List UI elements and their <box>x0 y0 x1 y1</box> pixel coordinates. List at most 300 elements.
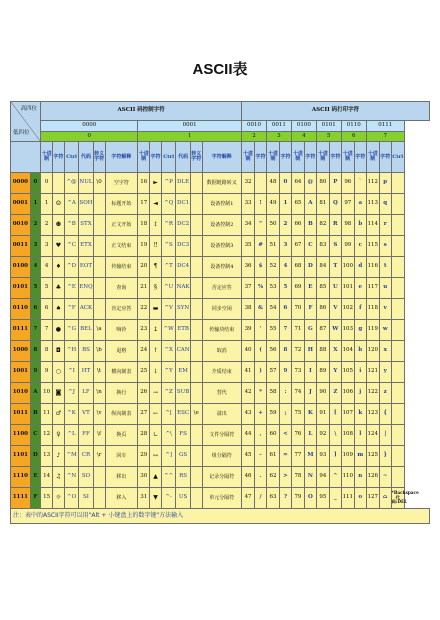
char-cell: ) <box>255 362 267 383</box>
high-dec-cell: 6 <box>341 132 366 142</box>
ctrl-cell <box>391 173 404 194</box>
column-header: 十进制 <box>366 142 379 173</box>
decimal-cell: 115 <box>366 236 379 257</box>
ctrl-cell: ^\ <box>161 425 175 446</box>
column-header: 十进制 <box>138 142 150 173</box>
low-hex-cell: E <box>30 467 41 488</box>
symbol-cell: ‼ <box>150 236 162 257</box>
decimal-cell: 15 <box>41 488 53 509</box>
decimal-cell: 127 <box>366 488 379 509</box>
ctrl-cell: ^U <box>161 278 175 299</box>
char-cell: o <box>354 488 366 509</box>
char-cell: + <box>255 404 267 425</box>
description-cell: 否定应答 <box>202 278 241 299</box>
decimal-cell: 37 <box>242 278 255 299</box>
high-bits-label: 高四位 <box>20 106 38 112</box>
decimal-cell: 25 <box>138 362 150 383</box>
escape-cell <box>190 194 202 215</box>
ctrl-cell: ^S <box>161 236 175 257</box>
description-cell: 替代 <box>202 383 241 404</box>
description-cell: 换行 <box>105 383 138 404</box>
char-cell: b <box>354 215 366 236</box>
decimal-cell: 8 <box>41 341 53 362</box>
char-cell: ⌂ <box>379 488 391 509</box>
char-cell: 6 <box>280 299 292 320</box>
escape-cell: \v <box>93 404 105 425</box>
symbol-cell: § <box>150 278 162 299</box>
ctrl-cell: ^V <box>161 299 175 320</box>
decimal-cell: 55 <box>266 320 279 341</box>
ctrl-cell <box>391 383 404 404</box>
low-hex-cell: A <box>30 383 41 404</box>
description-cell: 正文结束 <box>105 236 138 257</box>
decimal-cell: 26 <box>138 383 150 404</box>
description-cell: 介质结束 <box>202 362 241 383</box>
decimal-cell: 38 <box>242 299 255 320</box>
ctrl-cell: ^X <box>161 341 175 362</box>
decimal-cell: 49 <box>266 194 279 215</box>
char-cell: s <box>379 236 391 257</box>
column-header: 转义字符 <box>93 142 105 173</box>
description-cell: 纵向制表 <box>105 404 138 425</box>
description-cell: 记录分隔符 <box>202 467 241 488</box>
escape-cell <box>190 383 202 404</box>
decimal-cell: 19 <box>138 236 150 257</box>
char-cell: 0 <box>280 173 292 194</box>
low-hex-cell: 3 <box>30 236 41 257</box>
code-cell: CAN <box>176 341 190 362</box>
ctrl-cell: ^M <box>64 446 78 467</box>
decimal-cell: 108 <box>341 425 354 446</box>
low-hex-cell: 7 <box>30 320 41 341</box>
column-header: 十进制 <box>242 142 255 173</box>
escape-cell <box>190 320 202 341</box>
symbol-cell: ♦ <box>53 257 65 278</box>
decimal-cell: 11 <box>41 404 53 425</box>
ctrl-cell: ^@ <box>64 173 78 194</box>
decimal-cell: 110 <box>341 467 354 488</box>
high-bits-cell: 0101 <box>316 121 341 132</box>
decimal-cell: 20 <box>138 257 150 278</box>
ctrl-cell <box>391 320 404 341</box>
decimal-cell: 48 <box>266 173 279 194</box>
char-cell: X <box>329 341 341 362</box>
char-cell: H <box>305 341 317 362</box>
decimal-cell: 31 <box>138 488 150 509</box>
ctrl-cell <box>391 236 404 257</box>
print-group-header: ASCII 码打印字符 <box>242 102 430 121</box>
ctrl-cell <box>391 467 404 488</box>
char-cell: @ <box>305 173 317 194</box>
char-cell: 7 <box>280 320 292 341</box>
decimal-cell: 52 <box>266 257 279 278</box>
char-cell: G <box>305 320 317 341</box>
char-cell: v <box>379 299 391 320</box>
low-bits-cell: 0101 <box>11 278 31 299</box>
code-cell: SO <box>79 467 93 488</box>
code-cell: EOT <box>79 257 93 278</box>
low-bits-cell: 1110 <box>11 467 31 488</box>
char-cell: { <box>379 404 391 425</box>
column-header: 转义字符 <box>190 142 202 173</box>
char-cell: w <box>379 320 391 341</box>
low-hex-cell: 2 <box>30 215 41 236</box>
column-header: 代码 <box>79 142 93 173</box>
high-bits-cell: 0100 <box>291 121 316 132</box>
char-cell: P <box>329 173 341 194</box>
decimal-cell: 63 <box>266 488 279 509</box>
low-hex-cell: 0 <box>30 173 41 194</box>
low-bits-cell: 0110 <box>11 299 31 320</box>
ctrl-cell <box>391 215 404 236</box>
ctrl-cell: ^T <box>161 257 175 278</box>
description-cell: 设备控制2 <box>202 215 241 236</box>
decimal-cell: 51 <box>266 236 279 257</box>
low-hex-cell: C <box>30 425 41 446</box>
low-bits-cell: 0010 <box>11 215 31 236</box>
escape-cell: \a <box>93 320 105 341</box>
symbol-cell: ♂ <box>53 404 65 425</box>
decimal-cell: 45 <box>242 446 255 467</box>
high-dec-cell: 7 <box>366 132 404 142</box>
char-cell: _ <box>329 488 341 509</box>
code-cell: BS <box>79 341 93 362</box>
symbol-cell: ▲ <box>150 467 162 488</box>
char-cell: d <box>354 257 366 278</box>
description-cell: 单元分隔符 <box>202 488 241 509</box>
decimal-cell: 2 <box>41 215 53 236</box>
char-cell: y <box>379 362 391 383</box>
code-cell: DC4 <box>176 257 190 278</box>
ctrl-cell: ^J <box>64 383 78 404</box>
char-cell: ; <box>280 404 292 425</box>
column-header: 字符 <box>280 142 292 173</box>
char-cell: % <box>255 278 267 299</box>
char-cell: p <box>379 173 391 194</box>
column-header: 字符 <box>379 142 391 173</box>
code-cell: DC1 <box>176 194 190 215</box>
ctrl-cell: ^F <box>64 299 78 320</box>
char-cell: r <box>379 215 391 236</box>
description-cell: 移入 <box>105 488 138 509</box>
decimal-cell: 54 <box>266 299 279 320</box>
escape-cell: \n <box>93 383 105 404</box>
escape-cell <box>190 278 202 299</box>
char-cell: \ <box>329 425 341 446</box>
description-cell: 溢出 <box>202 404 241 425</box>
decimal-cell: 65 <box>291 194 304 215</box>
ctrl-cell <box>391 362 404 383</box>
char-cell: e <box>354 278 366 299</box>
decimal-cell: 75 <box>291 404 304 425</box>
high-dec-cell: 1 <box>138 132 242 142</box>
column-header: 字符解释 <box>202 142 241 173</box>
char-cell: W <box>329 320 341 341</box>
char-cell: ] <box>329 446 341 467</box>
decimal-cell: 121 <box>366 362 379 383</box>
column-header: Ctrl <box>391 142 404 173</box>
description-cell: 传输块结束 <box>202 320 241 341</box>
char-cell: # <box>255 236 267 257</box>
symbol-cell: ← <box>150 404 162 425</box>
high-dec-cell: 2 <box>242 132 267 142</box>
code-cell: NAK <box>176 278 190 299</box>
decimal-cell: 120 <box>366 341 379 362</box>
decimal-cell: 91 <box>316 404 329 425</box>
symbol-cell: ☺ <box>53 194 65 215</box>
low-hex-cell: 1 <box>30 194 41 215</box>
decimal-cell: 76 <box>291 425 304 446</box>
char-cell: D <box>305 257 317 278</box>
high-bits-cell: 0001 <box>138 121 242 132</box>
code-cell: SI <box>79 488 93 509</box>
escape-cell: \e <box>190 404 202 425</box>
decimal-cell: 64 <box>291 173 304 194</box>
description-cell: 设备控制3 <box>202 236 241 257</box>
decimal-cell: 86 <box>316 299 329 320</box>
high-bits-cell: 0110 <box>341 121 366 132</box>
decimal-cell: 27 <box>138 404 150 425</box>
decimal-cell: 107 <box>341 404 354 425</box>
decimal-cell: 47 <box>242 488 255 509</box>
decimal-cell: 80 <box>316 173 329 194</box>
column-header: 十进制 <box>291 142 304 173</box>
char-cell: = <box>280 446 292 467</box>
low-bits-cell: 0001 <box>11 194 31 215</box>
char-cell: | <box>379 425 391 446</box>
escape-cell <box>190 446 202 467</box>
escape-cell: \f <box>93 425 105 446</box>
decimal-cell: 73 <box>291 362 304 383</box>
symbol-cell: ◙ <box>53 383 65 404</box>
char-cell: ^ <box>329 467 341 488</box>
decimal-cell: 3 <box>41 236 53 257</box>
description-cell: 正文开始 <box>105 215 138 236</box>
char-cell: I <box>305 362 317 383</box>
code-cell: DC3 <box>176 236 190 257</box>
description-cell: 取消 <box>202 341 241 362</box>
char-cell: n <box>354 467 366 488</box>
char-cell: 2 <box>280 215 292 236</box>
column-header: 字符解释 <box>105 142 138 173</box>
low-bits-label: 低四位 <box>13 129 30 136</box>
column-header: 代码 <box>176 142 190 173</box>
column-header: 十进制 <box>316 142 329 173</box>
decimal-cell: 71 <box>291 320 304 341</box>
decimal-cell: 29 <box>138 446 150 467</box>
decimal-cell: 123 <box>366 404 379 425</box>
ctrl-cell: ^A <box>64 194 78 215</box>
decimal-cell: 7 <box>41 320 53 341</box>
symbol-cell: ↨ <box>150 320 162 341</box>
char-cell: f <box>354 299 366 320</box>
symbol-cell: ↑ <box>150 341 162 362</box>
decimal-cell: 12 <box>41 425 53 446</box>
escape-cell <box>190 299 202 320</box>
decimal-cell: 92 <box>316 425 329 446</box>
decimal-cell: 83 <box>316 236 329 257</box>
decimal-cell: 40 <box>242 341 255 362</box>
char-cell: [ <box>329 404 341 425</box>
ctrl-cell: ^K <box>64 404 78 425</box>
ctrl-cell: ^] <box>161 446 175 467</box>
decimal-cell: 24 <box>138 341 150 362</box>
decimal-cell: 77 <box>291 446 304 467</box>
description-cell: 移出 <box>105 467 138 488</box>
low-hex-cell: F <box>30 488 41 509</box>
decimal-cell: 102 <box>341 299 354 320</box>
code-cell: VT <box>79 404 93 425</box>
char-cell: 5 <box>280 278 292 299</box>
escape-cell: \0 <box>93 173 105 194</box>
high-dec-cell: 5 <box>316 132 341 142</box>
decimal-cell: 97 <box>341 194 354 215</box>
decimal-cell: 99 <box>341 236 354 257</box>
ctrl-cell: ^G <box>64 320 78 341</box>
description-cell: 查询 <box>105 278 138 299</box>
code-cell: EM <box>176 362 190 383</box>
decimal-cell: 35 <box>242 236 255 257</box>
decimal-cell: 116 <box>366 257 379 278</box>
char-cell: O <box>305 488 317 509</box>
del-note-cell: *Backspace 代码:DEL <box>391 488 404 509</box>
escape-cell <box>93 236 105 257</box>
description-cell: 换页 <box>105 425 138 446</box>
char-cell: Z <box>329 383 341 404</box>
code-cell: RS <box>176 467 190 488</box>
char-cell: $ <box>255 257 267 278</box>
decimal-cell: 21 <box>138 278 150 299</box>
escape-cell: \t <box>93 362 105 383</box>
ascii-table <box>10 101 430 524</box>
decimal-cell: 5 <box>41 278 53 299</box>
decimal-cell: 66 <box>291 215 304 236</box>
char-cell: U <box>329 278 341 299</box>
decimal-cell: 17 <box>138 194 150 215</box>
decimal-cell: 42 <box>242 383 255 404</box>
low-hex-cell: B <box>30 404 41 425</box>
decimal-cell: 88 <box>316 341 329 362</box>
description-cell: 空字符 <box>105 173 138 194</box>
decimal-cell: 30 <box>138 467 150 488</box>
escape-cell <box>190 425 202 446</box>
char-cell: l <box>354 425 366 446</box>
code-cell: ETX <box>79 236 93 257</box>
char-cell: V <box>329 299 341 320</box>
symbol-cell: ♫ <box>53 467 65 488</box>
low-hex-cell: 5 <box>30 278 41 299</box>
code-cell: FS <box>176 425 190 446</box>
decimal-cell: 111 <box>341 488 354 509</box>
ctrl-cell <box>391 278 404 299</box>
decimal-cell: 34 <box>242 215 255 236</box>
code-cell: NUL <box>79 173 93 194</box>
char-cell: x <box>379 341 391 362</box>
column-header: 十进制 <box>341 142 354 173</box>
char-cell: , <box>255 425 267 446</box>
escape-cell <box>93 194 105 215</box>
decimal-cell: 13 <box>41 446 53 467</box>
decimal-cell: 93 <box>316 446 329 467</box>
decimal-cell: 100 <box>341 257 354 278</box>
char-cell: C <box>305 236 317 257</box>
column-header: 字符 <box>305 142 317 173</box>
decimal-cell: 57 <box>266 362 279 383</box>
decimal-cell: 90 <box>316 383 329 404</box>
char-cell: k <box>354 404 366 425</box>
decimal-cell: 32 <box>242 173 255 194</box>
low-bits-cell: 0100 <box>11 257 31 278</box>
decimal-cell: 82 <box>316 215 329 236</box>
decimal-cell: 113 <box>366 194 379 215</box>
code-cell: DC2 <box>176 215 190 236</box>
code-cell: US <box>176 488 190 509</box>
decimal-cell: 0 <box>41 173 53 194</box>
symbol-cell: ☻ <box>53 215 65 236</box>
char-cell: ' <box>255 320 267 341</box>
high-bits-cell: 0010 <box>242 121 267 132</box>
decimal-cell: 68 <box>291 257 304 278</box>
low-bits-cell: 0111 <box>11 320 31 341</box>
decimal-cell: 106 <box>341 383 354 404</box>
ctrl-cell: ^[ <box>161 404 175 425</box>
char-cell: ! <box>255 194 267 215</box>
char-cell: / <box>255 488 267 509</box>
ctrl-cell: ^- <box>161 488 175 509</box>
char-cell: T <box>329 257 341 278</box>
decimal-cell: 50 <box>266 215 279 236</box>
decimal-cell: 62 <box>266 467 279 488</box>
escape-cell <box>93 257 105 278</box>
decimal-cell: 126 <box>366 467 379 488</box>
symbol-cell: ↔ <box>150 446 162 467</box>
low-bits-cell: 0000 <box>11 173 31 194</box>
decimal-cell: 53 <box>266 278 279 299</box>
decimal-cell: 69 <box>291 278 304 299</box>
low-hex-cell: 8 <box>30 341 41 362</box>
low-hex-cell: 6 <box>30 299 41 320</box>
escape-cell <box>190 467 202 488</box>
ctrl-cell: ^I <box>64 362 78 383</box>
column-header: 字符 <box>255 142 267 173</box>
char-cell: a <box>354 194 366 215</box>
ctrl-cell <box>391 194 404 215</box>
code-cell: HT <box>79 362 93 383</box>
decimal-cell: 119 <box>366 320 379 341</box>
low-bits-cell: 1011 <box>11 404 31 425</box>
decimal-cell: 96 <box>341 173 354 194</box>
decimal-cell: 124 <box>366 425 379 446</box>
symbol-cell: ♪ <box>53 446 65 467</box>
code-cell: BEL <box>79 320 93 341</box>
char-cell: S <box>329 236 341 257</box>
char-cell: E <box>305 278 317 299</box>
code-cell: DLE <box>176 173 190 194</box>
char-cell: B <box>305 215 317 236</box>
description-cell: 标题开始 <box>105 194 138 215</box>
symbol-cell: ↕ <box>150 215 162 236</box>
decimal-cell: 122 <box>366 383 379 404</box>
char-cell: R <box>329 215 341 236</box>
escape-cell <box>190 362 202 383</box>
high-dec-cell: 3 <box>266 132 291 142</box>
decimal-cell: 60 <box>266 425 279 446</box>
decimal-cell: 16 <box>138 173 150 194</box>
low-hex-cell: D <box>30 446 41 467</box>
code-cell: ETB <box>176 320 190 341</box>
char-cell: L <box>305 425 317 446</box>
corner-cell <box>11 102 41 142</box>
